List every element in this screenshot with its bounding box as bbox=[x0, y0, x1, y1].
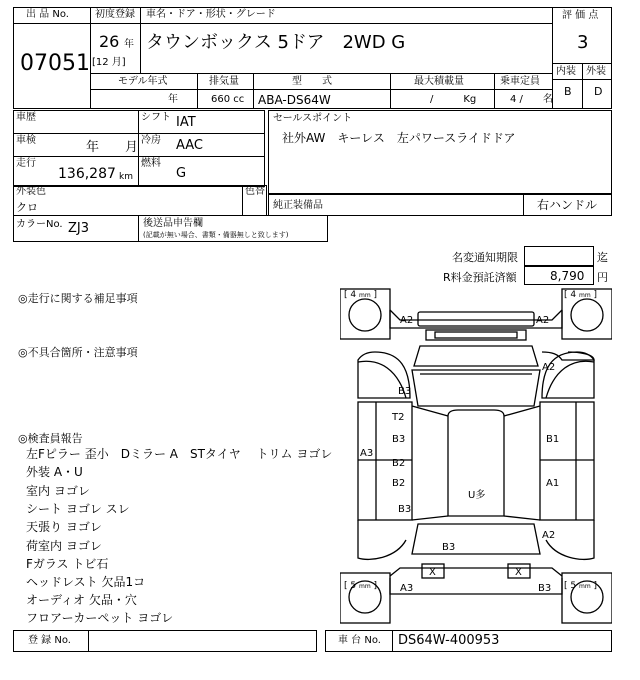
mark-x-left: X bbox=[429, 567, 436, 578]
displacement-value: 660 cc bbox=[211, 94, 245, 105]
exterior-label: 外装 bbox=[586, 66, 606, 77]
year-unit: 年 bbox=[124, 39, 134, 50]
tire-rear-left-label: [ 5 mm ] bbox=[344, 581, 378, 591]
ext-color-box bbox=[13, 185, 267, 216]
mark-a3-rear: A3 bbox=[400, 583, 414, 594]
shift-value: IAT bbox=[176, 115, 196, 130]
model-label: 型 式 bbox=[292, 76, 332, 87]
remark-line: 荷室内 ヨゴレ bbox=[26, 539, 102, 553]
color-no-label: カラーNo. bbox=[16, 219, 63, 230]
ext-color-value: クロ bbox=[16, 201, 38, 214]
inspector-label: ◎検査員報告 bbox=[18, 432, 83, 445]
color-no-value: ZJ3 bbox=[68, 221, 90, 236]
mark-b3-rear-bumper: B3 bbox=[538, 583, 552, 594]
max-load-label: 最大積載量 bbox=[414, 76, 464, 87]
recycle-unit: 円 bbox=[597, 271, 608, 284]
capacity-value: 4 / 名 bbox=[510, 94, 553, 105]
color-change-label: 色替 bbox=[245, 186, 265, 197]
interior-label: 内装 bbox=[556, 66, 576, 77]
chassis-no-label: 車 台 No. bbox=[338, 635, 381, 646]
score-value: 3 bbox=[577, 32, 589, 53]
tire-rear-right-label: [ 5 mm ] bbox=[564, 581, 598, 591]
displacement-label: 排気量 bbox=[209, 76, 239, 87]
remark-line: Fガラス トビ石 bbox=[26, 557, 109, 571]
remark-line: シート ヨゴレ スレ bbox=[26, 502, 130, 516]
inspection-label: 車検 bbox=[16, 135, 36, 146]
model-value: ABA-DS64W bbox=[258, 93, 331, 107]
name-change-unit: 迄 bbox=[597, 251, 608, 264]
docs-label: 後送品申告欄 bbox=[143, 218, 203, 229]
mark-a3: A3 bbox=[360, 448, 374, 459]
vehicle-damage-diagram bbox=[340, 288, 612, 624]
lot-label: 出 品 No. bbox=[26, 9, 69, 20]
car-name: タウンボックス 5ドア 2WD G bbox=[146, 32, 406, 53]
genuine-label: 純正装備品 bbox=[273, 200, 323, 211]
capacity-label: 乗車定員 bbox=[500, 76, 540, 87]
score-label: 評 価 点 bbox=[562, 10, 599, 21]
exterior-grade: D bbox=[594, 85, 603, 98]
reg-no-label: 登 録 No. bbox=[28, 635, 71, 646]
mark-a2-right-rear: A2 bbox=[542, 530, 556, 541]
ext-color-label: 外装色 bbox=[16, 186, 46, 197]
fuel-label: 燃料 bbox=[141, 158, 161, 169]
mark-a2-front-right: A2 bbox=[536, 315, 550, 326]
remark-line: オーディオ 欠品・穴 bbox=[26, 593, 137, 607]
car-name-label: 車名・ドア・形状・グレード bbox=[146, 9, 276, 20]
mark-a1: A1 bbox=[546, 478, 560, 489]
mark-u-roof: U多 bbox=[468, 490, 486, 501]
remark-line: フロアーカーペット ヨゴレ bbox=[26, 611, 174, 625]
remark-line: 左Fピラー 歪小 Dミラー A STタイヤ トリム ヨゴレ bbox=[26, 447, 333, 461]
mark-b2-b: B2 bbox=[392, 478, 406, 489]
max-load-value: / Kg bbox=[430, 94, 477, 105]
recycle-value: 8,790 bbox=[550, 269, 585, 283]
mileage-unit: km bbox=[119, 172, 133, 182]
model-year-label: モデル年式 bbox=[118, 76, 168, 87]
docs-note: (記載が無い場合、書類・備器無しと致します) bbox=[143, 231, 289, 239]
mark-b1: B1 bbox=[546, 434, 560, 445]
mark-b3-left-rear: B3 bbox=[398, 504, 412, 515]
mileage-label: 走行 bbox=[16, 158, 36, 169]
chassis-no-value: DS64W-400953 bbox=[398, 633, 500, 648]
interior-grade: B bbox=[564, 85, 572, 98]
model-year-unit: 年 bbox=[168, 94, 178, 105]
inspection-value: 年 月 bbox=[86, 140, 139, 155]
history-label: 車歴 bbox=[16, 112, 36, 123]
remark-line: 室内 ヨゴレ bbox=[26, 484, 90, 498]
ac-label: 冷房 bbox=[141, 135, 161, 146]
driving-remarks-label: ◎走行に関する補足事項 bbox=[18, 292, 138, 305]
mark-b3-left-door: B3 bbox=[392, 434, 406, 445]
sales-point-value: 社外AW キーレス 左パワースライドドア bbox=[282, 131, 516, 145]
mark-b2-a: B2 bbox=[392, 458, 406, 469]
name-change-box bbox=[524, 246, 594, 266]
month-text: [12 月] bbox=[92, 57, 126, 68]
first-reg-label: 初度登録 bbox=[95, 9, 135, 20]
mark-t2: T2 bbox=[392, 412, 405, 423]
fuel-value: G bbox=[176, 166, 187, 181]
remark-line: 天張り ヨゴレ bbox=[26, 520, 102, 534]
tire-front-left-label: [ 4 mm ] bbox=[344, 290, 378, 300]
name-change-label: 名変通知期限 bbox=[452, 251, 518, 264]
recycle-label: R料金預託済額 bbox=[443, 271, 517, 284]
mileage-value: 136,287 bbox=[58, 166, 116, 182]
remark-line: 外装 A・U bbox=[26, 465, 83, 479]
sales-point-label: セールスポイント bbox=[273, 113, 353, 124]
mark-a2-front-left: A2 bbox=[400, 315, 414, 326]
mark-b3-left-front: B3 bbox=[398, 386, 412, 397]
details-left-block bbox=[13, 110, 265, 187]
shift-label: シフト bbox=[141, 112, 171, 123]
year-value: 26 bbox=[99, 32, 120, 51]
remark-line: ヘッドレスト 欠品1コ bbox=[26, 575, 146, 589]
mark-b3-tail: B3 bbox=[442, 542, 456, 553]
mark-a2-right-front: A2 bbox=[542, 362, 556, 373]
tire-front-right-label: [ 4 mm ] bbox=[564, 290, 598, 300]
lot-number: 07051 bbox=[20, 51, 90, 76]
defects-label: ◎不具合箇所・注意事項 bbox=[18, 346, 138, 359]
mark-x-right: X bbox=[515, 567, 522, 578]
ac-value: AAC bbox=[176, 138, 203, 153]
steering-value: 右ハンドル bbox=[537, 198, 598, 212]
